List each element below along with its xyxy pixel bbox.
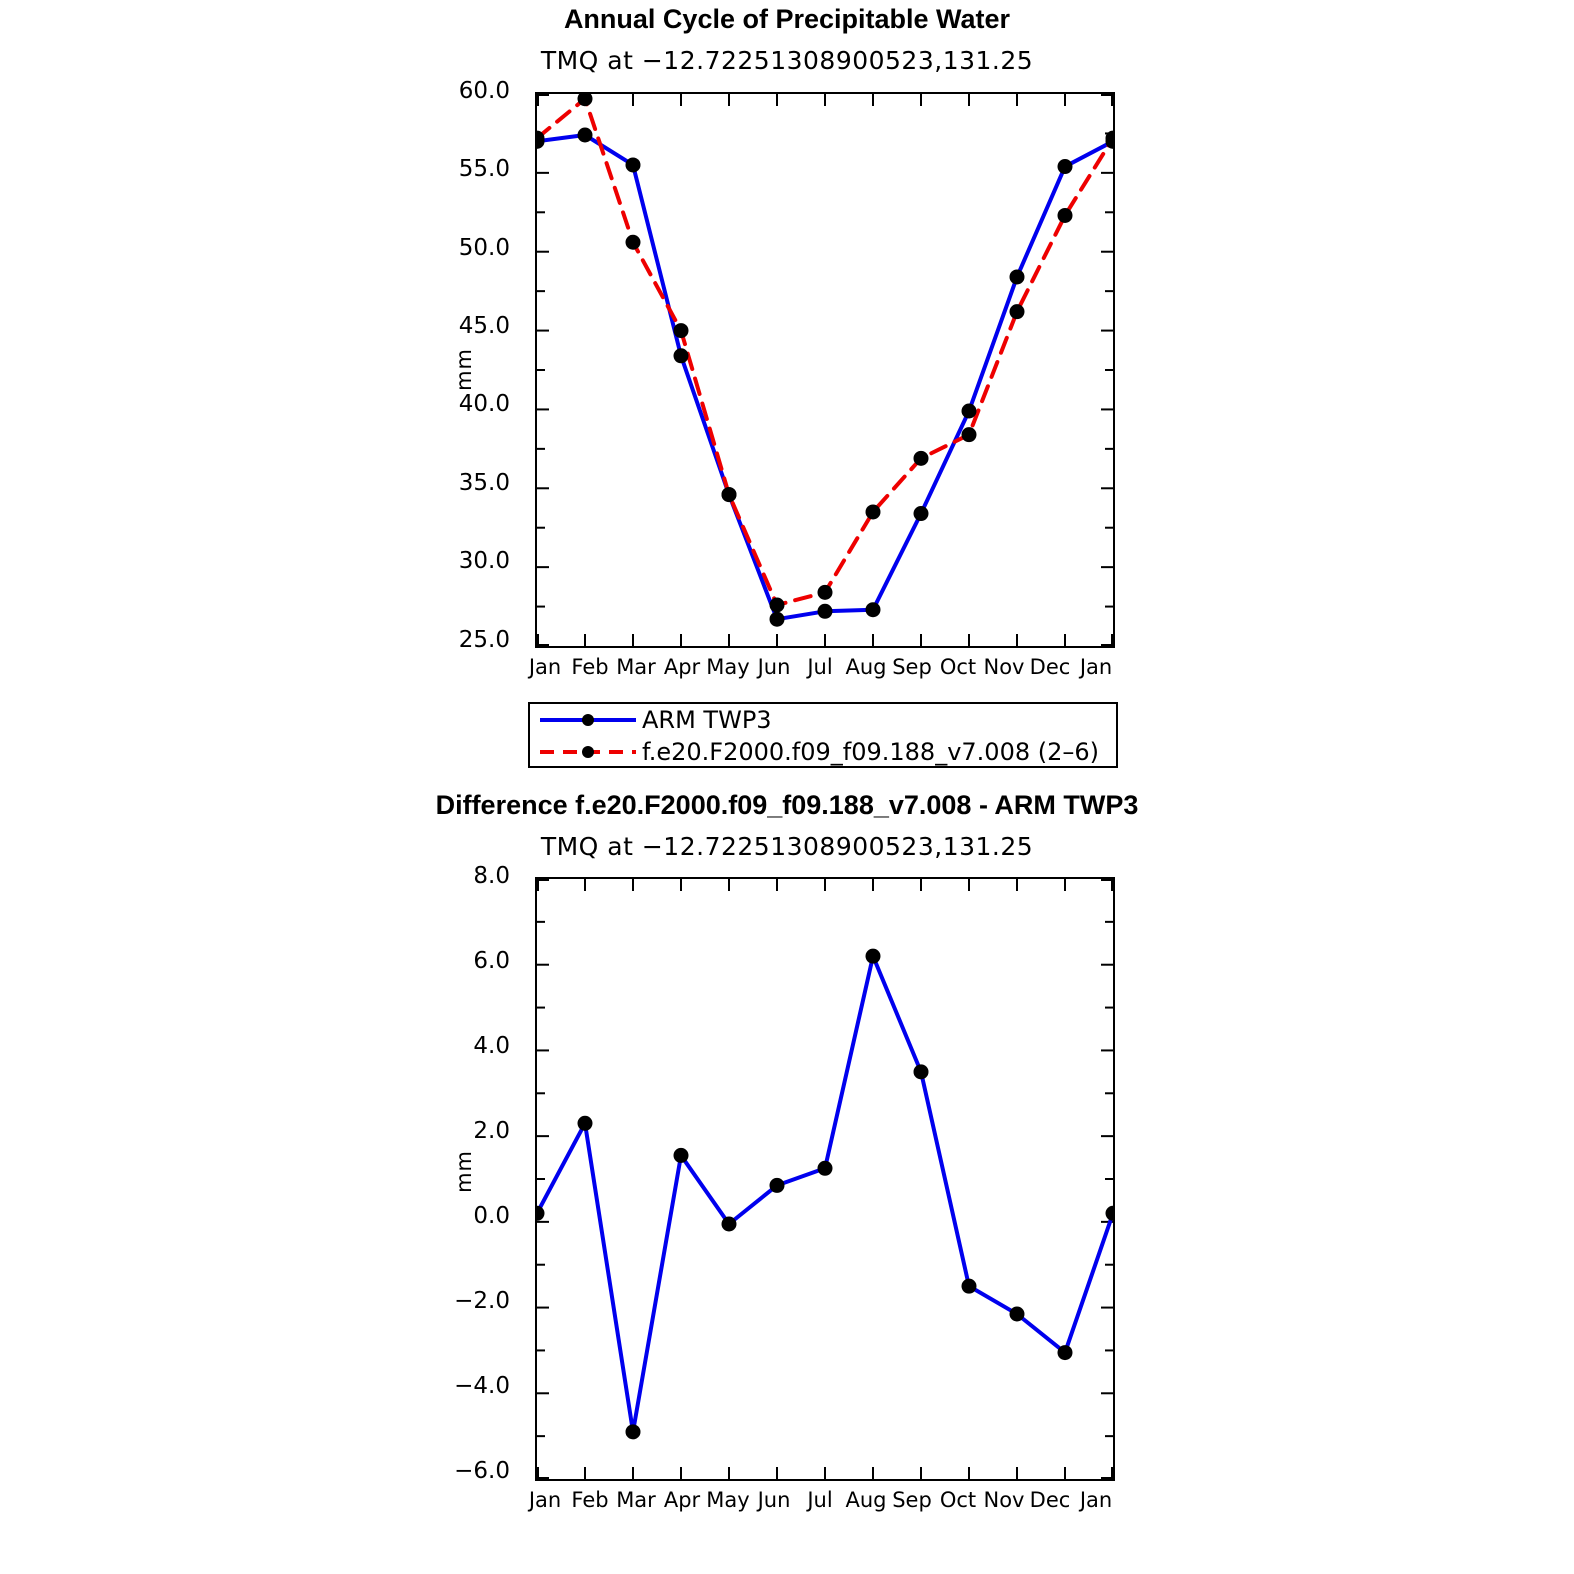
top-ytick-3: 45.0 — [458, 313, 510, 339]
bottom-ytick-5: −2.0 — [454, 1288, 510, 1314]
top-xtick-4: May — [706, 655, 750, 679]
top-ytick-4: 40.0 — [458, 391, 510, 417]
bottom-plot-area — [535, 877, 1115, 1481]
top-ytick-5: 35.0 — [458, 470, 510, 496]
bottom-xtick-1: Feb — [571, 1488, 609, 1512]
bottom-y-axis-label: mm — [452, 1150, 476, 1193]
bottom-chart-subtitle: TMQ at −12.72251308900523,131.25 — [540, 832, 1034, 861]
bottom-ytick-6: −4.0 — [454, 1373, 510, 1399]
top-xtick-11: Dec — [1029, 655, 1071, 679]
bottom-ytick-0: 8.0 — [473, 863, 510, 889]
bottom-ytick-7: −6.0 — [454, 1458, 510, 1484]
bottom-chart-panel — [0, 790, 1574, 1574]
top-chart-subtitle: TMQ at −12.72251308900523,131.25 — [540, 46, 1034, 75]
bottom-xtick-0: Jan — [528, 1488, 562, 1512]
top-ytick-0: 60.0 — [458, 78, 510, 104]
legend-entry-0 — [538, 704, 772, 736]
top-chart-title: Annual Cycle of Precipitable Water — [563, 4, 1011, 34]
top-xtick-7: Aug — [845, 655, 887, 679]
bottom-ytick-1: 6.0 — [473, 948, 510, 974]
top-xtick-3: Apr — [663, 655, 701, 679]
legend-line-swatch-dashed-icon — [538, 740, 638, 764]
top-y-axis-label: mm — [452, 348, 476, 391]
bottom-xtick-12: Jan — [1079, 1488, 1113, 1512]
bottom-xtick-4: May — [706, 1488, 750, 1512]
bottom-ytick-2: 4.0 — [473, 1033, 510, 1059]
top-plot-area — [535, 92, 1115, 648]
bottom-xtick-10: Nov — [983, 1488, 1025, 1512]
top-ytick-1: 55.0 — [458, 156, 510, 182]
bottom-xtick-2: Mar — [616, 1488, 656, 1512]
bottom-xtick-8: Sep — [892, 1488, 932, 1512]
bottom-ytick-4: 0.0 — [473, 1203, 510, 1229]
legend-label-1: f.e20.F2000.f09_f09.188_v7.008 (2–6) — [642, 738, 1099, 766]
top-xtick-1: Feb — [571, 655, 609, 679]
top-xtick-2: Mar — [616, 655, 656, 679]
bottom-xtick-9: Oct — [939, 1488, 977, 1512]
bottom-ytick-3: 2.0 — [473, 1118, 510, 1144]
bottom-xtick-7: Aug — [845, 1488, 887, 1512]
top-xtick-0: Jan — [528, 655, 562, 679]
bottom-chart-title: Difference f.e20.F2000.f09_f09.188_v7.008 - ARM TWP3 — [435, 790, 1139, 820]
top-xtick-8: Sep — [892, 655, 932, 679]
legend-label-0: ARM TWP3 — [642, 706, 772, 734]
bottom-xtick-6: Jul — [807, 1488, 833, 1512]
top-ytick-7: 25.0 — [458, 627, 510, 653]
top-ytick-2: 50.0 — [458, 235, 510, 261]
top-xtick-5: Jun — [757, 655, 791, 679]
top-xtick-10: Nov — [983, 655, 1025, 679]
top-xtick-12: Jan — [1079, 655, 1113, 679]
top-ytick-6: 30.0 — [458, 548, 510, 574]
legend-line-swatch-solid-icon — [538, 708, 638, 732]
legend-entry-1 — [538, 736, 1099, 768]
bottom-xtick-11: Dec — [1029, 1488, 1071, 1512]
top-chart-legend — [528, 702, 1118, 768]
top-xtick-6: Jul — [807, 655, 833, 679]
bottom-xtick-5: Jun — [757, 1488, 791, 1512]
bottom-xtick-3: Apr — [663, 1488, 701, 1512]
top-xtick-9: Oct — [939, 655, 977, 679]
